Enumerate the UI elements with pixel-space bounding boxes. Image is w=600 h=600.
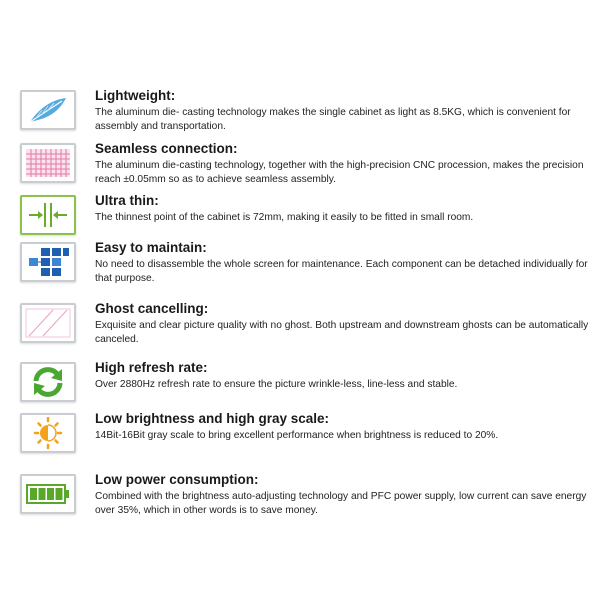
- thin-arrows-icon: [25, 200, 71, 230]
- feature-lightweight: [0, 88, 600, 138]
- diagonal-lines-icon: [25, 308, 71, 338]
- feature-description: Combined with the brightness auto-adjusting technology and PFC power supply, low current can save energy over 35%, which in other words is to save money.: [95, 491, 587, 516]
- refresh-icon: [28, 365, 68, 399]
- feature-icon-frame: [20, 362, 76, 402]
- feature-description: Exquisite and clear picture quality with no ghost. Both upstream and downstream ghosts can be automatically canceled.: [95, 320, 589, 345]
- feature-title: Low brightness and high gray scale:: [95, 411, 330, 426]
- battery-icon: [25, 482, 71, 506]
- feature-description: Over 2880Hz refresh rate to ensure the picture wrinkle-less, line-less and stable.: [95, 379, 458, 390]
- feature-icon-frame: [20, 90, 76, 130]
- feature-easy-to-maintain: [0, 240, 600, 290]
- feature-description: The aluminum die- casting technology makes the single cabinet as light as 8.5KG, which is convenient for assembly and transportation.: [95, 107, 571, 132]
- feather-icon: [24, 94, 72, 126]
- feature-description: No need to disassemble the whole screen for maintenance. Each component can be detached individually for that purpose.: [95, 259, 588, 284]
- feature-low-power-consumption: [0, 472, 600, 522]
- feature-ultra-thin: [0, 193, 600, 243]
- feature-high-refresh-rate: [0, 360, 600, 410]
- feature-seamless-connection: [0, 141, 600, 191]
- modules-icon: [25, 246, 71, 278]
- feature-icon-frame: [20, 413, 76, 453]
- feature-title: Ghost cancelling:: [95, 301, 209, 316]
- feature-description: The thinnest point of the cabinet is 72mm, making it easily to be fitted in small room.: [95, 212, 474, 223]
- feature-title: Ultra thin:: [95, 193, 159, 208]
- feature-icon-frame: [20, 474, 76, 514]
- feature-title: High refresh rate:: [95, 360, 208, 375]
- feature-icon-frame: [20, 242, 76, 282]
- feature-low-brightness: [0, 411, 600, 461]
- feature-title: Low power consumption:: [95, 472, 259, 487]
- feature-title: Seamless connection:: [95, 141, 238, 156]
- feature-icon-frame: [20, 143, 76, 183]
- feature-title: Easy to maintain:: [95, 240, 207, 255]
- feature-icon-frame: [20, 195, 76, 235]
- feature-ghost-cancelling: [0, 301, 600, 351]
- feature-title: Lightweight:: [95, 88, 176, 103]
- feature-description: The aluminum die-casting technology, together with the high-precision CNC procession, makes the precision reach ±0.05mm so as to achieve seamless assembly.: [95, 160, 584, 185]
- grid-icon: [25, 148, 71, 178]
- feature-icon-frame: [20, 303, 76, 343]
- half-sun-icon: [26, 416, 70, 450]
- feature-description: 14Bit-16Bit gray scale to bring excellent performance when brightness is reduced to 20%.: [95, 430, 499, 441]
